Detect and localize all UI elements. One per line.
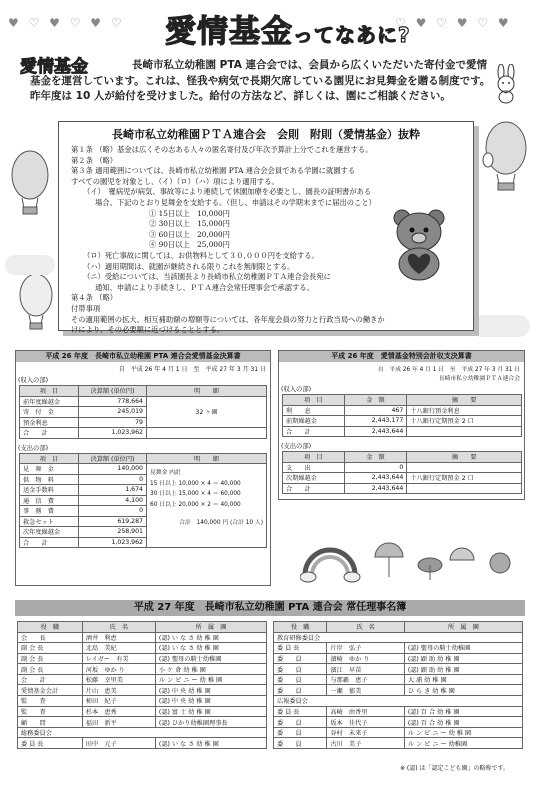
table-row	[274, 727, 523, 738]
cell: 大 浦 幼 稚 園	[404, 674, 522, 685]
cell: 467	[344, 405, 407, 416]
bear-illustration	[384, 202, 454, 282]
cell: 古川 美子	[327, 738, 404, 749]
settlement-period: 自 平成 26 年 4 月 1 日 至 平成 27 年 3 月 31 日	[118, 366, 266, 373]
intro-text	[30, 58, 492, 105]
cell: 副 会 長	[18, 664, 83, 675]
cell: 坂本 佳代子	[327, 717, 404, 728]
bylaw-line: すべての園児を対象とし、（イ）（ロ）（ハ）項により適用する。	[71, 176, 279, 186]
table-row	[274, 685, 523, 696]
col-header: 役 職	[274, 622, 327, 633]
table-row	[18, 632, 267, 643]
cell: 預金利息	[20, 417, 79, 428]
cell: 245,019	[78, 407, 146, 418]
cell: 一瀬 郁美	[327, 685, 404, 696]
col-header: 金 額	[344, 395, 407, 406]
bylaw-line: （ニ）受給については、当該園長より長崎市私立幼稚園ＰＴＡ連合会長宛に	[83, 272, 331, 282]
col-header: 役 職	[18, 622, 83, 633]
cell: 杉本 恵秀	[82, 706, 155, 717]
cell: (認) 富 士 幼 稚 園	[155, 706, 266, 717]
cell: 619,287	[78, 516, 146, 527]
bylaw-line: その適用範囲の拡大、相互補助額の増額等については、各年度会員の努力と行政当局への働きか	[71, 314, 385, 324]
cell: (認) 聖母の騎士幼稚園	[155, 653, 266, 664]
table-row	[20, 464, 267, 475]
table-row	[18, 664, 267, 675]
col-header: 摘 要	[407, 452, 522, 463]
special-title: 平成 26 年度 愛情基金特別会計収支決算書	[279, 351, 524, 362]
special-income-table	[282, 394, 522, 437]
bunny-illustration	[492, 64, 520, 104]
cell: 北島 美紀	[82, 643, 155, 654]
settlement-panel	[15, 350, 271, 586]
roster-note: ※ (認) は「認定こども園」の略称です。	[400, 765, 510, 772]
detail-line: 60 日以上 20,000 × 2 ＝ 40,000	[150, 501, 241, 508]
cell: 監 査	[18, 696, 83, 707]
cell: 778,664	[78, 396, 146, 407]
cell: 供 物 料	[20, 474, 79, 485]
cell: (認) 顕 助 幼 稚 園	[404, 653, 522, 664]
cell: 十八銀行定期預金 2 口	[407, 473, 522, 484]
title-rest: ってなあに?	[293, 23, 411, 47]
bylaw-line: 付帯事項	[71, 303, 101, 313]
col-header: 項 目	[20, 386, 79, 397]
cell: 事 務 費	[20, 506, 79, 517]
settlement-expense-table	[19, 453, 267, 549]
cell: 見 舞 金	[20, 464, 79, 475]
cell: 送金手数料	[20, 485, 79, 496]
settlement-income-table	[19, 385, 267, 439]
col-header: 項 目	[283, 395, 345, 406]
col-header: 決算額 (単位円)	[78, 386, 146, 397]
cell: 濱崎 ゆか り	[327, 653, 404, 664]
bylaw-line: 第２条 （略）	[71, 155, 118, 165]
cell: 委 員	[274, 653, 327, 664]
bylaw-line: 第１条 （略）基金は広くその志ある人々の匿名寄付及び年次予算計上分でこれを運営する。	[71, 145, 373, 154]
cell: 十八銀行預金利息	[407, 405, 522, 416]
bylaw-line: 通知、申請により手続きし、ＰＴＡ連合会常任理事会で承認する。	[95, 282, 314, 292]
cell: 合 計	[20, 537, 79, 548]
settlement-income-label: (収入の部)	[18, 377, 49, 384]
bylaw-box	[58, 121, 474, 335]
table-row	[283, 473, 522, 484]
cell: 2,443,644	[344, 426, 407, 437]
cell: 0	[78, 474, 146, 485]
expense-detail	[147, 464, 267, 548]
table-row	[274, 696, 523, 707]
table-row	[18, 685, 267, 696]
cell: (認) 百 合 幼 稚 園	[404, 706, 522, 717]
col-header: 明 細	[147, 453, 267, 464]
cell: (認) 顕 助 幼 稚 園	[404, 664, 522, 675]
cell: 140,000	[78, 464, 146, 475]
bylaw-line: （ハ）適用期間は、就園が継続される限りこれを無制限とする。	[83, 261, 295, 271]
roster-left-table	[17, 621, 267, 749]
bylaw-line: （イ） 罹病児が病気、事故等により連続して休園加療を必要とし、園長の証明書がある	[83, 187, 372, 197]
table-row	[283, 416, 522, 427]
cell: (認) い な さ 幼 稚 園	[155, 643, 266, 654]
special-account-panel	[278, 350, 525, 500]
bylaw-line: （ロ）死亡事故に関しては、お供物料として３０,０００円を支給する。	[83, 250, 319, 260]
cell: 松藤 幸里美	[82, 674, 155, 685]
table-row	[20, 396, 267, 407]
cell: 柿田 紀子	[82, 696, 155, 707]
cell: 次期繰越金	[283, 473, 345, 484]
cell: 酒井 利恵	[82, 632, 155, 643]
special-period: 自 平成 26 年 4 月 1 日 至 平成 27 年 3 月 31 日	[377, 367, 520, 373]
cell: 委 員	[274, 717, 327, 728]
special-expense-table	[282, 451, 522, 494]
cell: 濱江 早苗	[327, 664, 404, 675]
hearts-right: ♡ ♥ ♡ ♥ ♡ ♥	[395, 16, 512, 30]
settlement-expense-label: (支出の部)	[18, 444, 49, 452]
detail-line: 30 日以上 15,000 × 4 ＝ 60,000	[150, 491, 241, 497]
table-row	[18, 643, 267, 654]
col-header: 氏 名	[327, 622, 404, 633]
roster-title: 平成 27 年度 長崎市私立幼稚園 PTA 連合会 常任理事名簿	[15, 600, 525, 616]
table-row	[283, 426, 522, 437]
table-row	[18, 727, 267, 738]
table-row	[274, 706, 523, 717]
cell: 会 計	[18, 674, 83, 685]
cell: 片岸 弘子	[327, 643, 404, 654]
col-header: 摘 要	[407, 395, 522, 406]
detail-line: 見舞金 内訳	[150, 470, 181, 476]
title-main: 愛情基金	[165, 14, 293, 50]
cell: 前期繰越金	[283, 416, 345, 427]
cell: 通 信 費	[20, 495, 79, 506]
cell: 2,443,177	[344, 416, 407, 427]
balloons-right	[478, 120, 538, 320]
table-row	[274, 632, 523, 643]
intro-line-2: 基金を運営しています。これは、怪我や病気で長期欠席している園児にお見舞金を贈る制度です。	[30, 74, 491, 87]
cell: 258,901	[78, 527, 146, 538]
table-row	[274, 664, 523, 675]
cell: ル ン ビ ニ ー 幼稚園	[404, 738, 522, 749]
cell: 委 員 長	[274, 643, 327, 654]
bylaw-line: 第４条 （略）	[71, 293, 118, 303]
cell: 前年度繰越金	[20, 396, 79, 407]
cell: ひ ら き 幼 稚 園	[404, 685, 522, 696]
cell: 片山 恵美	[82, 685, 155, 696]
cell: (認) い な さ 幼 稚 園	[155, 632, 266, 643]
settlement-title: 平成 26 年度 長崎市私立幼稚園 PTA 連合会愛情基金決算書	[16, 351, 270, 362]
cell: 委 員	[274, 664, 327, 675]
cell: 支 出	[283, 462, 345, 473]
col-header: 所 属 園	[155, 622, 266, 633]
cell	[407, 483, 522, 494]
cell: 合 計	[283, 483, 345, 494]
table-row	[18, 696, 267, 707]
cell: (認) 中 央 幼 稚 園	[155, 685, 266, 696]
cell: 委 員 長	[274, 706, 327, 717]
table-row	[274, 643, 523, 654]
detail-line: 15 日以上 10,000 × 4 ＝ 40,000	[150, 480, 241, 487]
cell: 利 息	[283, 405, 345, 416]
cell: 合 計	[20, 428, 79, 439]
cell: (認) 百 合 幼 稚 園	[404, 717, 522, 728]
special-income-label: (収入の部)	[281, 386, 312, 393]
bylaw-line: けにより、その必要額に近づけることとする。	[71, 325, 225, 335]
detail-line: 合計 140,000 円 (合計 10 人)	[179, 520, 263, 526]
hearts-left: ♥ ♡ ♥ ♡ ♥ ♡	[8, 16, 125, 30]
roster-right-table	[273, 621, 523, 749]
cell: 十八銀行定期預金 2 口	[407, 416, 522, 427]
cell: 4,100	[78, 495, 146, 506]
cell: 副 会 長	[18, 643, 83, 654]
table-row	[274, 653, 523, 664]
cell: 救急セット	[20, 516, 79, 527]
group-label: 広報委員会	[274, 696, 523, 707]
cell: (認) 中 央 幼 稚 園	[155, 696, 266, 707]
cell: 委 員	[274, 727, 327, 738]
cell: 79	[78, 417, 146, 428]
cell: 愛情基金会計	[18, 685, 83, 696]
table-row	[274, 674, 523, 685]
cell: (認) ひかり幼稚園理事長	[155, 717, 266, 728]
table-row	[283, 462, 522, 473]
bylaw-line: ③ 60日以上 20,000円	[149, 229, 230, 239]
group-label: 教育研修委員会	[274, 632, 523, 643]
col-header: 項 目	[20, 453, 79, 464]
cell: 河坂 ゆか り	[82, 664, 155, 675]
cell: (認) 聖母の騎士幼稚園	[404, 643, 522, 654]
cell: 寄 付 金	[20, 407, 79, 418]
bylaw-line: 場合、下記のとおり見舞金を支給する。（但し、申請はその学期末までに届出のこと）	[95, 197, 376, 207]
cell: 与那覇 恵子	[327, 674, 404, 685]
col-header: 金 額	[344, 452, 407, 463]
table-row	[18, 674, 267, 685]
table-row	[274, 738, 523, 749]
special-expense-label: (支出の部)	[281, 443, 312, 450]
cell: 谷村 未来子	[327, 727, 404, 738]
cell: 委 員 長	[18, 738, 83, 749]
col-header: 決算額 (単位円)	[78, 453, 146, 464]
cell: 小 ケ 倉 幼 稚 園	[155, 664, 266, 675]
cell: 副 会 長	[18, 653, 83, 664]
bylaw-line: ① 15日以上 10,000円	[149, 208, 230, 218]
table-row	[18, 738, 267, 749]
table-row	[18, 706, 267, 717]
cell: ル ン ビ ニ ー 幼 稚 園	[404, 727, 522, 738]
income-detail: 32 ヶ園	[147, 396, 267, 428]
cell: ル ン ビ ニ ー 幼 稚 園	[155, 674, 266, 685]
cell: 委 員	[274, 674, 327, 685]
cell: 0	[78, 506, 146, 517]
col-header: 明 細	[147, 386, 267, 397]
cell: 2,443,644	[344, 473, 407, 484]
cell: 会 長	[18, 632, 83, 643]
table-row	[283, 483, 522, 494]
cell: 1,023,962	[78, 428, 146, 439]
cell	[407, 462, 522, 473]
col-header: 所 属 園	[404, 622, 522, 633]
bylaw-line: ④ 90日以上 25,000円	[149, 240, 230, 250]
cell: 0	[344, 462, 407, 473]
cell: 福田 新平	[82, 717, 155, 728]
table-row	[18, 717, 267, 728]
group-label: 総務委員会	[18, 727, 267, 738]
intro-line-1: 長崎市私立幼稚園 PTA 連合会では、会員から広くいただいた寄付金で愛情	[132, 59, 487, 71]
cell: 1,023,962	[78, 537, 146, 548]
col-header: 項 目	[283, 452, 345, 463]
table-row	[283, 405, 522, 416]
cell: レイガー 有美	[82, 653, 155, 664]
cell: 次年度繰越金	[20, 527, 79, 538]
cell: 監 査	[18, 706, 83, 717]
special-org: 長崎市私立幼稚園ＰＴＡ連合会	[438, 376, 520, 382]
col-header: 氏 名	[82, 622, 155, 633]
cloud-left	[5, 255, 55, 275]
bylaw-line: ② 30日以上 15,000円	[149, 219, 230, 229]
decor-illustrations	[300, 535, 520, 585]
intro-badge: 愛情基金	[20, 57, 88, 77]
cell: 委 員	[274, 685, 327, 696]
intro-line-3: 昨年度は 10 人が給付を受けました。給付の方法など、詳しくは、園にご相談ください。	[30, 90, 451, 102]
bylaw-title: 長崎市私立幼稚園ＰＴＡ連合会 会則 附則（愛情基金）抜粋	[112, 128, 420, 141]
cell: 合 計	[283, 426, 345, 437]
page-title	[165, 6, 411, 51]
cell	[407, 426, 522, 437]
cell: 顧 問	[18, 717, 83, 728]
cell: 委 員	[274, 738, 327, 749]
table-row	[274, 717, 523, 728]
cell: (認) い な さ 幼 稚 園	[155, 738, 266, 749]
cell: 田中 元子	[82, 738, 155, 749]
table-row	[18, 653, 267, 664]
table-row	[20, 428, 267, 439]
cell: 1,674	[78, 485, 146, 496]
cell: 2,443,644	[344, 483, 407, 494]
bylaw-line: 第３条 適用範囲については、長崎市私立幼稚園 PTA 連合会会員である学園に就園する	[71, 166, 356, 176]
cell: 高崎 由香里	[327, 706, 404, 717]
